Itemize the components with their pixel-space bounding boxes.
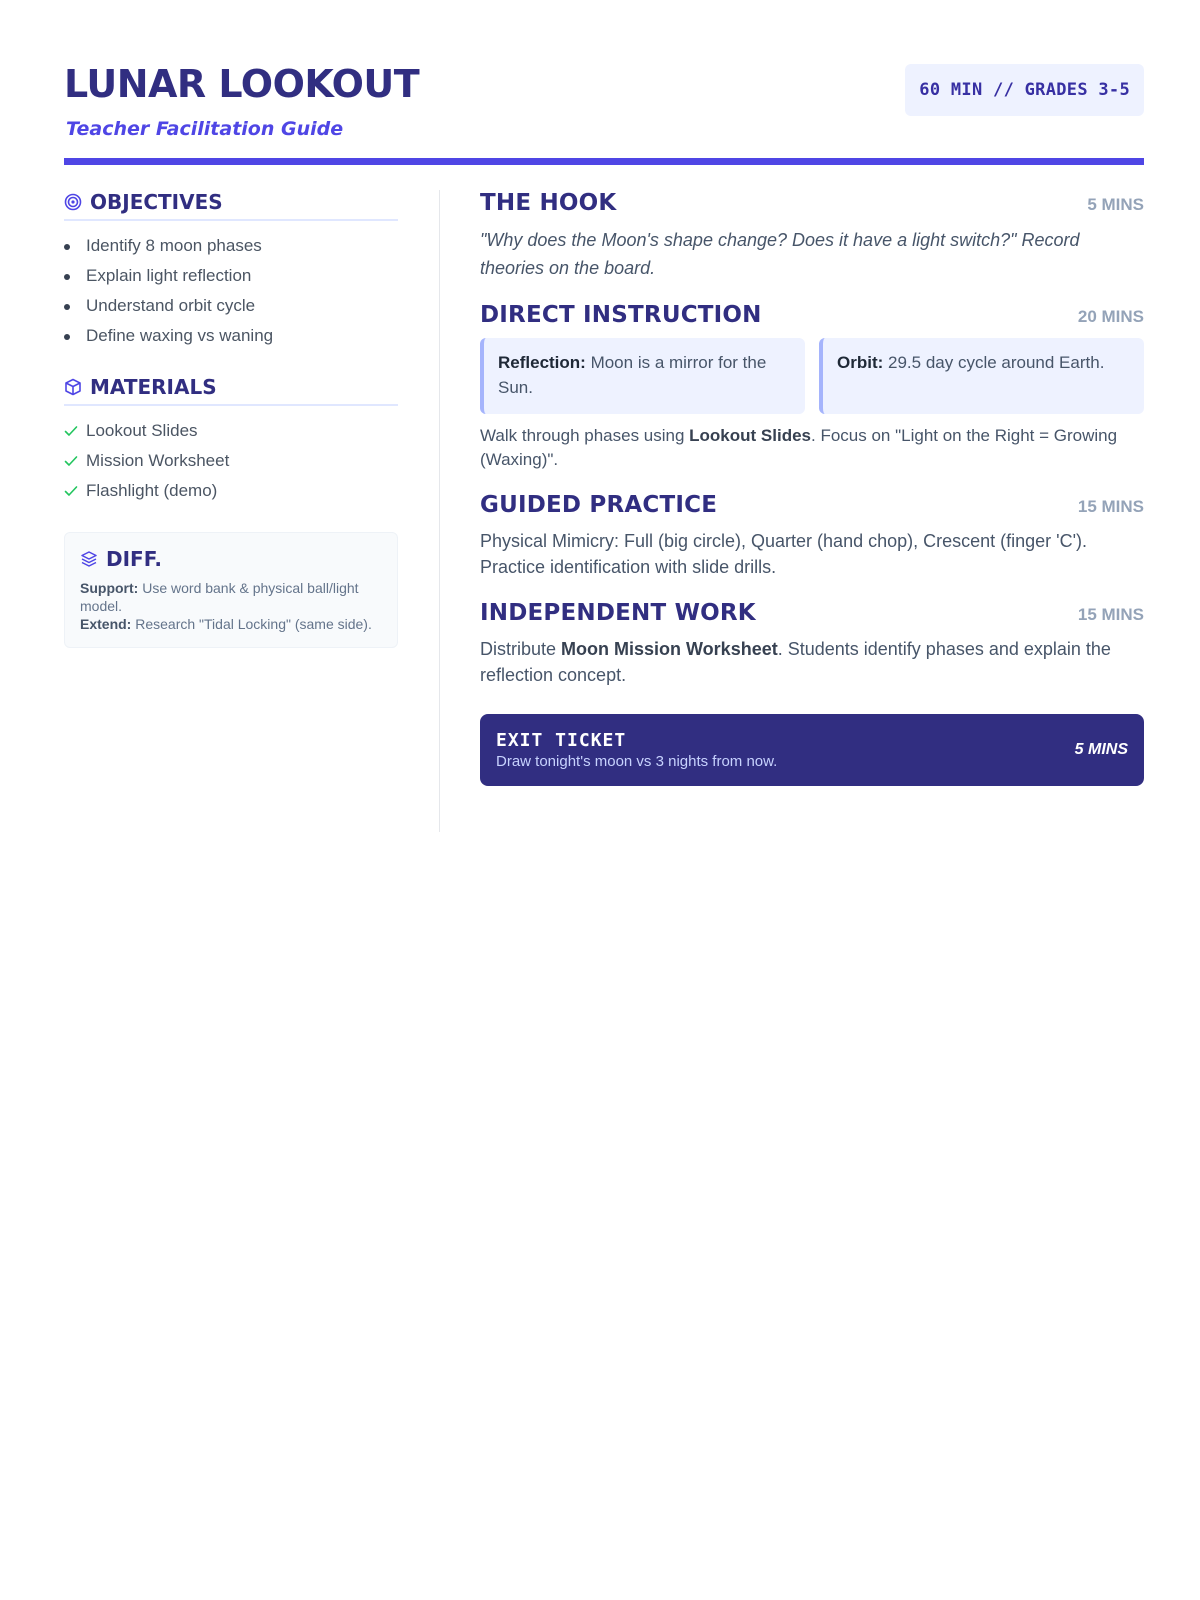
check-icon <box>64 455 78 467</box>
materials-section <box>64 375 398 506</box>
list-item: Define waxing vs waning <box>64 321 398 351</box>
card-text: 29.5 day cycle around Earth. <box>883 353 1105 372</box>
list-item <box>64 476 398 506</box>
section-header <box>480 190 1144 216</box>
list-item <box>64 416 398 446</box>
section-title: DIRECT INSTRUCTION <box>480 302 762 328</box>
differentiation-box <box>64 532 398 648</box>
concept-card-reflection <box>480 338 805 414</box>
exit-ticket-description: Draw tonight's moon vs 3 nights from now. <box>496 753 778 770</box>
direct-instruction-section <box>480 302 1144 472</box>
materials-heading-label: MATERIALS <box>90 375 217 399</box>
text-bold: Moon Mission Worksheet <box>561 639 778 659</box>
card-label: Reflection: <box>498 353 586 372</box>
objectives-list <box>64 231 398 351</box>
text-post: . Students identify phases and explain the reflection concept. <box>480 639 1111 685</box>
material-label: Mission Worksheet <box>86 451 230 470</box>
main-content <box>480 190 1144 786</box>
section-title: THE HOOK <box>480 190 617 216</box>
box-icon <box>64 378 82 396</box>
concept-card-orbit <box>819 338 1144 414</box>
card-text: Moon is a mirror for the Sun. <box>498 353 767 397</box>
extend-text: Research "Tidal Locking" (same side). <box>131 616 372 632</box>
support-label: Support: <box>80 580 139 596</box>
diff-heading-label: DIFF. <box>106 547 163 571</box>
support-text: Use word bank & physical ball/light model. <box>80 580 359 614</box>
hook-section <box>480 190 1144 282</box>
extend-label: Extend: <box>80 616 132 632</box>
section-duration: 20 MINS <box>1077 307 1144 326</box>
header-rule <box>64 158 1144 165</box>
independent-work-section <box>480 600 1144 688</box>
diff-extend <box>80 615 383 633</box>
guided-practice-section <box>480 492 1144 580</box>
list-item: Explain light reflection <box>64 261 398 291</box>
direct-instruction-text <box>480 424 1144 472</box>
target-icon <box>64 193 82 211</box>
objectives-heading-label: OBJECTIVES <box>90 190 223 214</box>
section-duration: 15 MINS <box>1077 497 1144 516</box>
column-divider <box>439 190 440 832</box>
section-header <box>480 600 1144 626</box>
material-label: Lookout Slides <box>86 421 198 440</box>
materials-heading <box>64 375 398 406</box>
exit-ticket-banner <box>480 714 1144 786</box>
sidebar <box>64 190 398 648</box>
exit-ticket-title: EXIT TICKET <box>496 730 627 751</box>
independent-work-text <box>480 636 1144 688</box>
list-item: Understand orbit cycle <box>64 291 398 321</box>
objectives-section <box>64 190 398 351</box>
card-label: Orbit: <box>837 353 884 372</box>
section-duration: 5 MINS <box>1087 195 1144 214</box>
exit-ticket-duration: 5 MINS <box>1074 741 1128 758</box>
page-subtitle: Teacher Facilitation Guide <box>66 118 344 140</box>
text-post: . Focus on "Light on the Right = Growing (Waxing)". <box>480 426 1118 469</box>
header <box>64 62 1144 166</box>
section-title: GUIDED PRACTICE <box>480 492 718 518</box>
hook-quote: "Why does the Moon's shape change? Does it have a light switch?" Record theories on the board. <box>480 230 1080 278</box>
section-duration: 15 MINS <box>1077 605 1144 624</box>
section-title: INDEPENDENT WORK <box>480 600 756 626</box>
material-label: Flashlight (demo) <box>86 481 218 500</box>
check-icon <box>64 425 78 437</box>
text-bold: Lookout Slides <box>689 426 811 445</box>
text-pre: Distribute <box>480 639 562 659</box>
text-pre: Walk through phases using <box>480 426 690 445</box>
check-icon <box>64 485 78 497</box>
layers-icon <box>80 550 98 568</box>
list-item: Identify 8 moon phases <box>64 231 398 261</box>
concept-cards <box>480 338 1144 414</box>
diff-heading <box>80 547 383 571</box>
list-item <box>64 446 398 476</box>
materials-list <box>64 416 398 506</box>
exit-ticket-body <box>496 730 777 770</box>
duration-grade-badge: 60 MIN // GRADES 3-5 <box>905 64 1144 116</box>
objectives-heading <box>64 190 398 221</box>
section-header <box>480 492 1144 518</box>
page-title: LUNAR LOOKOUT <box>64 62 420 106</box>
guided-practice-text: Physical Mimicry: Full (big circle), Quarter (hand chop), Crescent (finger 'C'). Practice identification with slide drills. <box>480 531 1088 577</box>
diff-support <box>80 579 383 615</box>
section-header <box>480 302 1144 328</box>
